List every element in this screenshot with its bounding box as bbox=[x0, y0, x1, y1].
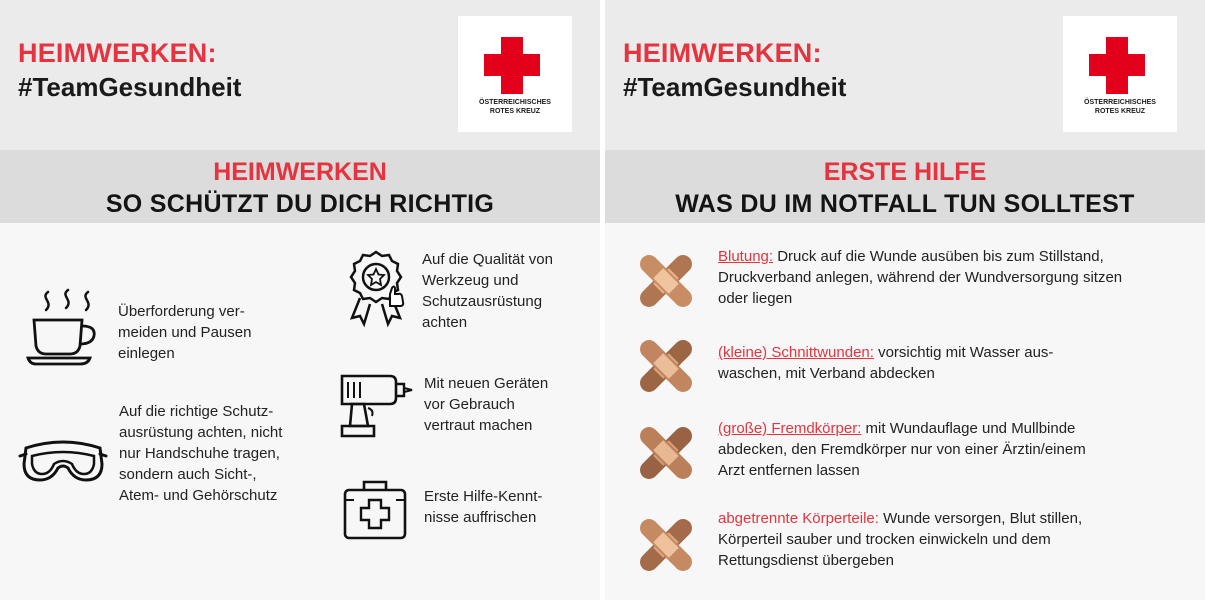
safety-goggles-icon bbox=[18, 434, 108, 494]
power-drill-icon bbox=[338, 372, 414, 440]
first-aid-text bbox=[718, 418, 1188, 481]
tip-item bbox=[344, 248, 584, 338]
tip-text-line: Mit neuen Geräten bbox=[424, 375, 549, 392]
aid-text-segment: Wunde versorgen, Blut stillen, bbox=[878, 510, 1083, 527]
left-infographic-panel bbox=[0, 0, 600, 600]
section-title-band bbox=[605, 150, 1205, 223]
brand-title: HEIMWERKEN: bbox=[623, 38, 822, 68]
red-cross-bar bbox=[484, 54, 540, 76]
aid-text-line bbox=[718, 246, 1188, 267]
tip-text-line: einlegen bbox=[118, 345, 175, 362]
section-title: HEIMWERKEN bbox=[213, 158, 387, 186]
first-aid-item bbox=[635, 418, 1195, 484]
brand-hashtag: #TeamGesundheit bbox=[623, 72, 847, 102]
tip-text-line: achten bbox=[422, 314, 468, 331]
tip-text-line: Überforderung ver- bbox=[118, 303, 245, 320]
logo-text bbox=[1063, 98, 1177, 116]
aid-text-line: abdecken, den Fremdkörper nur von einer Ärztin/einem bbox=[718, 441, 1086, 458]
bandage-icon bbox=[635, 514, 697, 576]
section-subtitle: SO SCHÜTZT DU DICH RICHTIG bbox=[105, 190, 495, 218]
aid-text-line bbox=[718, 418, 1188, 439]
red-cross-logo bbox=[1063, 16, 1177, 132]
tip-text-line: meiden und Pausen bbox=[118, 324, 252, 341]
logo-text-line: ROTES KREUZ bbox=[1094, 108, 1146, 115]
tip-text-line: nisse auffrischen bbox=[424, 509, 537, 526]
first-aid-kit-icon bbox=[342, 476, 408, 542]
first-aid-item bbox=[635, 508, 1195, 574]
brand-hashtag: #TeamGesundheit bbox=[18, 72, 242, 102]
bandage-icon bbox=[635, 422, 697, 484]
first-aid-item bbox=[635, 246, 1195, 312]
tip-text bbox=[118, 301, 298, 364]
tip-text-line: sondern auch Sicht-, bbox=[119, 466, 257, 483]
aid-text-line: Körperteil sauber und trocken einwickeln und dem bbox=[718, 531, 1051, 548]
first-aid-item bbox=[635, 339, 1195, 401]
aid-text-segment: Druck auf die Wunde ausüben bis zum Stillstand, bbox=[773, 248, 1104, 265]
logo-text-line: ÖSTERREICHISCHES bbox=[479, 99, 551, 106]
tip-text bbox=[422, 249, 582, 333]
tip-text bbox=[119, 401, 319, 506]
first-aid-text bbox=[718, 246, 1188, 309]
aid-text-line bbox=[718, 508, 1188, 529]
tip-text-line: Atem- und Gehörschutz bbox=[119, 487, 278, 504]
brand-title: HEIMWERKEN: bbox=[18, 38, 217, 68]
aid-text-line: waschen, mit Verband abdecken bbox=[718, 365, 935, 382]
aid-label: abgetrennte Körperteile: bbox=[718, 510, 879, 527]
section-title: ERSTE HILFE bbox=[823, 158, 987, 186]
aid-text-line: Rettungsdienst übergeben bbox=[718, 552, 894, 569]
aid-label: (große) Fremdkörper: bbox=[718, 420, 862, 437]
aid-label: (kleine) Schnittwunden: bbox=[718, 344, 874, 361]
logo-text-line: ROTES KREUZ bbox=[489, 108, 541, 115]
first-aid-text bbox=[718, 342, 1188, 384]
first-aid-text bbox=[718, 508, 1188, 571]
tip-text-line: Auf die Qualität von bbox=[422, 251, 553, 268]
section-title-band bbox=[0, 150, 600, 223]
tip-text bbox=[424, 373, 574, 436]
tip-item bbox=[18, 400, 318, 512]
tip-text-line: vertraut machen bbox=[424, 417, 533, 434]
aid-text-segment: vorsichtig mit Wasser aus- bbox=[873, 344, 1054, 361]
aid-text-line: Druckverband anlegen, während der Wundversorgung sitzen bbox=[718, 269, 1123, 286]
tip-text-line: Schutzausrüstung bbox=[422, 293, 543, 310]
logo-text-line: ÖSTERREICHISCHES bbox=[1084, 99, 1156, 106]
tip-text-line: nur Handschuhe tragen, bbox=[119, 445, 280, 462]
red-cross-bar bbox=[1089, 54, 1145, 76]
aid-text-line: oder liegen bbox=[718, 290, 793, 307]
tip-text-line: Auf die richtige Schutz- bbox=[119, 403, 274, 420]
tip-item bbox=[342, 476, 582, 546]
logo-text bbox=[458, 98, 572, 116]
aid-text-segment: mit Wundauflage und Mullbinde bbox=[861, 420, 1076, 437]
tip-item bbox=[338, 372, 578, 442]
red-cross-logo bbox=[458, 16, 572, 132]
tip-item bbox=[26, 288, 306, 378]
tip-text-line: Werkzeug und bbox=[422, 272, 519, 289]
section-subtitle: WAS DU IM NOTFALL TUN SOLLTEST bbox=[675, 190, 1135, 218]
right-infographic-panel bbox=[605, 0, 1205, 600]
quality-badge-icon bbox=[344, 248, 408, 330]
bandage-icon bbox=[635, 250, 697, 312]
aid-text-line bbox=[718, 342, 1188, 363]
bandage-icon bbox=[635, 335, 697, 397]
tip-text bbox=[424, 486, 574, 528]
tip-text-line: vor Gebrauch bbox=[424, 396, 515, 413]
aid-label: Blutung: bbox=[718, 248, 774, 265]
tip-text-line: Erste Hilfe-Kennt- bbox=[424, 488, 543, 505]
coffee-cup-icon bbox=[26, 288, 106, 370]
aid-text-line: Arzt entfernen lassen bbox=[718, 462, 860, 479]
panel-header bbox=[605, 0, 1205, 150]
tip-text-line: ausrüstung achten, nicht bbox=[119, 424, 283, 441]
panel-header bbox=[0, 0, 600, 150]
